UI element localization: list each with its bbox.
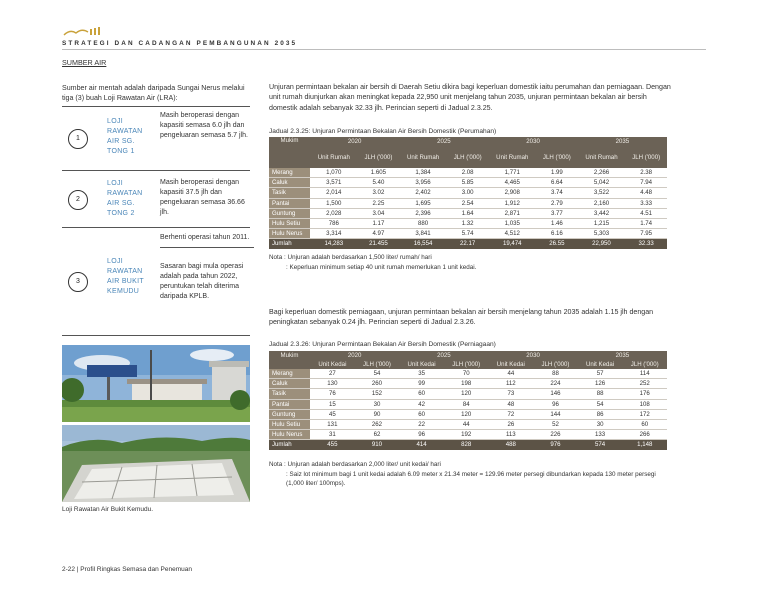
table-cell: 1,695	[399, 198, 447, 208]
table-cell: 3,841	[399, 229, 447, 239]
intro-text: Sumber air mentah adalah daripada Sungai Nerus melalui tiga (3) buah Loji Rawatan Air (LRA):	[62, 84, 245, 102]
table-cell: 62	[355, 430, 399, 440]
table-note: Nota : Unjuran adalah berdasarkan 1,500 liter/ rumah/ hari	[269, 254, 432, 261]
table-cell: 1,070	[310, 168, 358, 178]
table-cell: 2,871	[488, 208, 536, 218]
row-label: Jumlah	[269, 440, 310, 450]
table-cell: 30	[355, 399, 399, 409]
table-cell: 3,314	[310, 229, 358, 239]
table-row	[269, 409, 667, 419]
table-cell: 54	[578, 399, 623, 409]
table-cell: 3,522	[578, 188, 626, 198]
table-cell: 3.04	[358, 208, 400, 218]
table-cell: 2.25	[358, 198, 400, 208]
header-title: STRATEGI DAN CADANGAN PEMBANGUNAN 2035	[62, 40, 298, 47]
table-cell: 2.08	[447, 168, 489, 178]
table-total-row	[269, 440, 667, 450]
table-cell: 45	[310, 409, 355, 419]
lra-item-2	[62, 170, 250, 228]
column-header-unit: Unit Rumah	[399, 146, 447, 168]
table-cell: 2.54	[447, 198, 489, 208]
table-cell: 22,950	[578, 239, 626, 249]
table-cell: 146	[533, 389, 577, 399]
lra-name: LOJI RAWATAN AIR SG. TONG 2	[107, 180, 143, 217]
table-cell: 96	[533, 399, 577, 409]
column-header-empty	[269, 360, 310, 369]
column-header-mukim: Mukim	[269, 137, 310, 168]
table-cell: 192	[444, 430, 488, 440]
column-header-unit: Unit Kedai	[399, 360, 444, 369]
photo-caption: Loji Rawatan Air Bukit Kemudu.	[62, 506, 154, 513]
table-row	[269, 168, 667, 178]
column-header-year: 2030	[488, 351, 577, 360]
table-cell: 6.16	[536, 229, 578, 239]
lra-description: Masih beroperasi dengan kapasiti 37.5 jlh dan pengeluaran semasa 36.66 jlh.	[160, 179, 245, 216]
table-row	[269, 178, 667, 188]
table-cell: 1,384	[399, 168, 447, 178]
row-label: Hulu Setiu	[269, 419, 310, 429]
column-header-jlh: JLH ('000)	[625, 146, 667, 168]
table-cell: 172	[622, 409, 667, 419]
table-cell: 1,912	[488, 198, 536, 208]
table-cell: 1.64	[447, 208, 489, 218]
row-label: Merang	[269, 369, 310, 379]
table-cell: 2,266	[578, 168, 626, 178]
table-cell: 32.33	[625, 239, 667, 249]
table-cell: 26	[488, 419, 533, 429]
table-note: Nota : Unjuran adalah berdasarkan 2,000 liter/ unit kedai/ hari	[269, 461, 441, 468]
table-row	[269, 430, 667, 440]
section-title: SUMBER AIR	[62, 58, 107, 67]
housing-demand-table	[269, 137, 667, 249]
table-row	[269, 399, 667, 409]
table-cell: 108	[622, 399, 667, 409]
lra-status: Berhenti operasi tahun 2011.	[160, 233, 254, 248]
paragraph-housing: Unjuran permintaan bekalan air bersih di Daerah Setiu dikira bagi keperluan domestik iaitu perumahan dan perniagaan. Dengan unit rumah diunjurkan akan meningkat kepada 22,950 unit menjelang tahun 2035, unjuran permintaan bekalan air bersih domestik adalah sebanyak 32.33 jlh. Perincian seperti di Jadual 2.3.25.	[269, 83, 671, 112]
table-cell: 70	[444, 369, 488, 379]
table-cell: 60	[399, 409, 444, 419]
column-header-year: 2035	[578, 137, 667, 146]
table-cell: 224	[533, 379, 577, 389]
table-cell: 130	[310, 379, 355, 389]
column-header-jlh: JLH ('000)	[358, 146, 400, 168]
table-cell: 2.79	[536, 198, 578, 208]
row-label: Pantai	[269, 198, 310, 208]
table-cell: 786	[310, 218, 358, 228]
table-cell: 1.605	[358, 168, 400, 178]
table-cell: 3,956	[399, 178, 447, 188]
table-cell: 126	[578, 379, 623, 389]
table-cell: 133	[578, 430, 623, 440]
column-header-jlh: JLH ('000)	[622, 360, 667, 369]
table-cell: 5.74	[447, 229, 489, 239]
column-header-jlh: JLH ('000)	[536, 146, 578, 168]
table-cell: 60	[622, 419, 667, 429]
commercial-demand-table	[269, 351, 667, 450]
treatment-tanks-photo	[62, 425, 250, 502]
header-divider	[62, 49, 706, 50]
row-label: Tasik	[269, 389, 310, 399]
table-cell: 26.55	[536, 239, 578, 249]
table-cell: 3,442	[578, 208, 626, 218]
table-cell: 176	[622, 389, 667, 399]
table-cell: 114	[622, 369, 667, 379]
number-badge: 3	[68, 272, 88, 292]
table-cell: 414	[399, 440, 444, 450]
table-cell: 31	[310, 430, 355, 440]
table-cell: 6.64	[536, 178, 578, 188]
column-header-jlh: JLH ('000)	[447, 146, 489, 168]
table-row	[269, 369, 667, 379]
table-cell: 488	[488, 440, 533, 450]
table-cell: 99	[399, 379, 444, 389]
table-cell: 72	[488, 409, 533, 419]
table-cell: 2,908	[488, 188, 536, 198]
table-cell: 1,771	[488, 168, 536, 178]
table-note: : Saiz lot minimum bagi 1 unit kedai adalah 6.09 meter x 21.34 meter = 129.96 meter persegi dibundarkan kepada 130 meter persegi (1,000 liter/ 100mps).	[286, 471, 656, 487]
table-cell: 7.95	[625, 229, 667, 239]
table-cell: 880	[399, 218, 447, 228]
table-note: : Keperluan minimum setiap 40 unit rumah memerlukan 1 unit kedai.	[286, 264, 477, 271]
table-cell: 1.46	[536, 218, 578, 228]
table-cell: 42	[399, 399, 444, 409]
table-cell: 2.38	[625, 168, 667, 178]
table-cell: 976	[533, 440, 577, 450]
table-row	[269, 218, 667, 228]
table-cell: 3.33	[625, 198, 667, 208]
row-label: Pantai	[269, 399, 310, 409]
column-header-year: 2020	[310, 351, 399, 360]
table-cell: 4,465	[488, 178, 536, 188]
column-header-jlh: JLH ('000)	[355, 360, 399, 369]
table-cell: 48	[488, 399, 533, 409]
table-cell: 4.51	[625, 208, 667, 218]
table-cell: 226	[533, 430, 577, 440]
table-cell: 4,512	[488, 229, 536, 239]
number-badge: 1	[68, 129, 88, 149]
number-badge: 2	[68, 190, 88, 210]
table-cell: 1,500	[310, 198, 358, 208]
table-cell: 76	[310, 389, 355, 399]
row-label: Caluk	[269, 379, 310, 389]
table-row	[269, 379, 667, 389]
table-row	[269, 229, 667, 239]
table-cell: 1,215	[578, 218, 626, 228]
column-header-unit: Unit Rumah	[578, 146, 626, 168]
table-cell: 27	[310, 369, 355, 379]
table-cell: 1,035	[488, 218, 536, 228]
table-cell: 3.02	[358, 188, 400, 198]
table-cell: 2,014	[310, 188, 358, 198]
table-cell: 2,028	[310, 208, 358, 218]
table-cell: 1.17	[358, 218, 400, 228]
row-label: Tasik	[269, 188, 310, 198]
table-caption: Jadual 2.3.25: Unjuran Permintaan Bekalan Air Bersih Domestik (Perumahan)	[269, 128, 497, 135]
table-cell: 90	[355, 409, 399, 419]
lra-description: Sasaran bagi mula operasi adalah pada tahun 2022, peruntukan telah diterima daripada KPLB.	[160, 263, 244, 300]
column-header-mukim: Mukim	[269, 351, 310, 360]
column-header-year: 2025	[399, 351, 488, 360]
logo-icon	[62, 26, 108, 37]
table-cell: 910	[355, 440, 399, 450]
table-cell: 2,402	[399, 188, 447, 198]
column-header-unit: Unit Rumah	[488, 146, 536, 168]
table-cell: 22	[399, 419, 444, 429]
table-row	[269, 198, 667, 208]
table-cell: 3.74	[536, 188, 578, 198]
row-label: Hulu Nerus	[269, 229, 310, 239]
table-cell: 88	[578, 389, 623, 399]
table-cell: 1.99	[536, 168, 578, 178]
table-cell: 15	[310, 399, 355, 409]
table-cell: 198	[444, 379, 488, 389]
table-cell: 86	[578, 409, 623, 419]
table-cell: 16,554	[399, 239, 447, 249]
lra-name: LOJI RAWATAN AIR BUKIT KEMUDU	[107, 258, 144, 295]
table-cell: 144	[533, 409, 577, 419]
table-cell: 88	[533, 369, 577, 379]
table-cell: 5,042	[578, 178, 626, 188]
table-cell: 2,160	[578, 198, 626, 208]
table-row	[269, 389, 667, 399]
table-cell: 262	[355, 419, 399, 429]
row-label: Guntung	[269, 409, 310, 419]
table-cell: 19,474	[488, 239, 536, 249]
lra-name: LOJI RAWATAN AIR SG. TONG 1	[107, 118, 143, 155]
table-row	[269, 188, 667, 198]
table-cell: 2,396	[399, 208, 447, 218]
table-row	[269, 419, 667, 429]
column-header-year: 2030	[488, 137, 577, 146]
table-cell: 35	[399, 369, 444, 379]
row-label: Hulu Setiu	[269, 218, 310, 228]
table-cell: 5,303	[578, 229, 626, 239]
table-cell: 112	[488, 379, 533, 389]
table-caption: Jadual 2.3.26: Unjuran Permintaan Bekalan Air Bersih Domestik (Perniagaan)	[269, 341, 496, 348]
table-cell: 4.97	[358, 229, 400, 239]
table-cell: 57	[578, 369, 623, 379]
column-header-year: 2020	[310, 137, 399, 146]
column-header-unit: Unit Kedai	[578, 360, 623, 369]
table-cell: 252	[622, 379, 667, 389]
table-cell: 44	[444, 419, 488, 429]
row-label: Merang	[269, 168, 310, 178]
table-cell: 266	[622, 430, 667, 440]
table-cell: 73	[488, 389, 533, 399]
column-header-jlh: JLH ('000)	[533, 360, 577, 369]
table-total-row	[269, 239, 667, 249]
column-header-year: 2035	[578, 351, 667, 360]
table-cell: 120	[444, 389, 488, 399]
table-cell: 152	[355, 389, 399, 399]
table-cell: 7.94	[625, 178, 667, 188]
page-footer: 2-22 | Profil Ringkas Semasa dan Penemuan	[62, 566, 192, 573]
column-header-unit: Unit Kedai	[310, 360, 355, 369]
table-row	[269, 208, 667, 218]
table-cell: 5.40	[358, 178, 400, 188]
row-label: Caluk	[269, 178, 310, 188]
table-cell: 14,283	[310, 239, 358, 249]
table-cell: 260	[355, 379, 399, 389]
table-cell: 574	[578, 440, 623, 450]
table-cell: 84	[444, 399, 488, 409]
table-cell: 30	[578, 419, 623, 429]
table-cell: 131	[310, 419, 355, 429]
row-label: Hulu Nerus	[269, 430, 310, 440]
column-header-unit: Unit Rumah	[310, 146, 358, 168]
table-cell: 52	[533, 419, 577, 429]
table-cell: 44	[488, 369, 533, 379]
table-cell: 60	[399, 389, 444, 399]
table-cell: 22.17	[447, 239, 489, 249]
table-cell: 5.85	[447, 178, 489, 188]
table-cell: 3.77	[536, 208, 578, 218]
table-cell: 54	[355, 369, 399, 379]
table-cell: 3,571	[310, 178, 358, 188]
table-cell: 1.74	[625, 218, 667, 228]
treatment-plant-photo	[62, 345, 250, 422]
table-cell: 113	[488, 430, 533, 440]
lra-item-3	[62, 227, 250, 336]
paragraph-commercial: Bagi keperluan domestik perniagaan, unjuran permintaan bekalan air bersih menjelang tahun 2035 adalah 1.15 jlh dengan peningkatan sebanyak 0.24 jlh. Perincian seperti di Jadual 2.3.26.	[269, 308, 654, 327]
table-cell: 120	[444, 409, 488, 419]
table-cell: 455	[310, 440, 355, 450]
table-cell: 1,148	[622, 440, 667, 450]
column-header-jlh: JLH ('000)	[444, 360, 488, 369]
table-cell: 21.455	[358, 239, 400, 249]
table-cell: 828	[444, 440, 488, 450]
table-cell: 96	[399, 430, 444, 440]
row-label: Jumlah	[269, 239, 310, 249]
table-cell: 1.32	[447, 218, 489, 228]
lra-description: Masih beroperasi dengan kapasiti semasa 6.0 jlh dan pengeluaran semasa 5.7 jlh.	[160, 112, 248, 139]
lra-item-1	[62, 106, 250, 170]
column-header-year: 2025	[399, 137, 488, 146]
row-label: Guntung	[269, 208, 310, 218]
table-cell: 4.48	[625, 188, 667, 198]
column-header-unit: Unit Kedai	[488, 360, 533, 369]
table-cell: 3.00	[447, 188, 489, 198]
